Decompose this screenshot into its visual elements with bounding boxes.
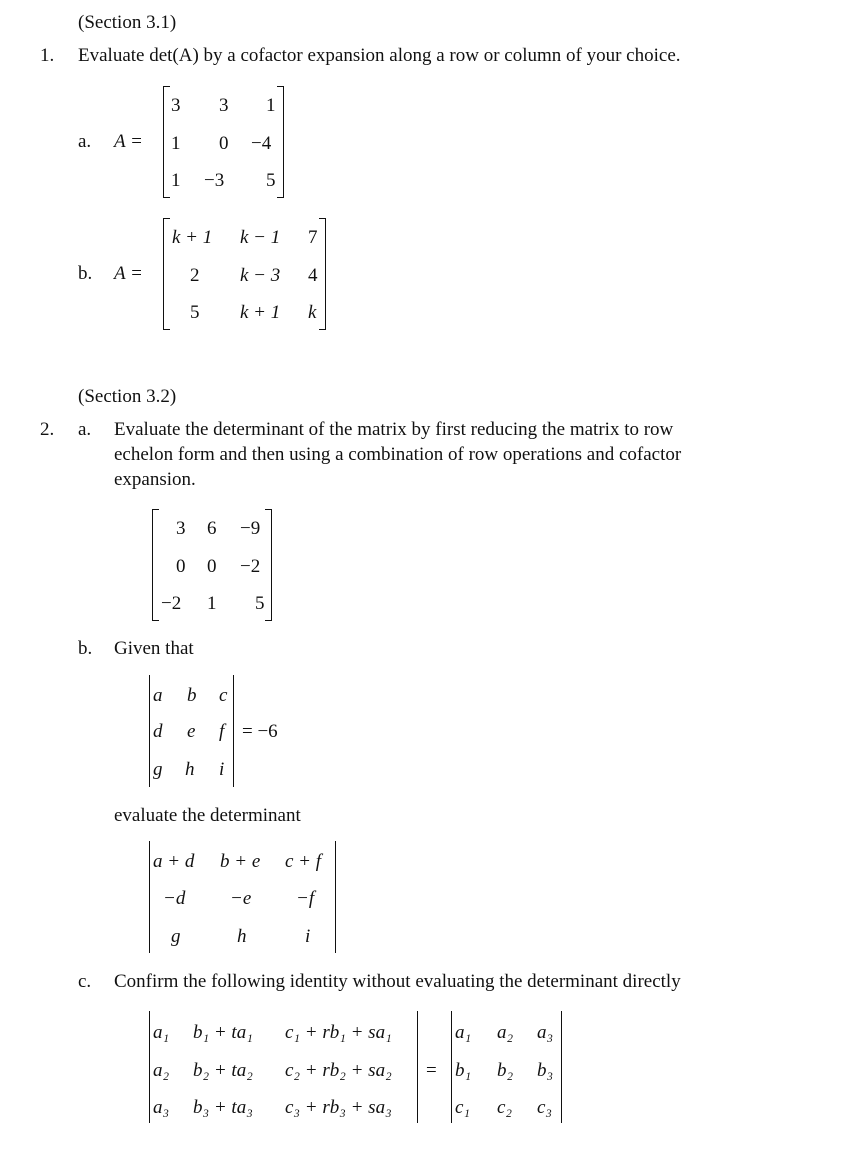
det-cell: g <box>153 759 163 780</box>
right-bracket <box>283 86 284 198</box>
matrix-cell: 5 <box>266 170 276 191</box>
matrix-cell: k <box>308 302 317 323</box>
matrix-cell: k − 1 <box>240 227 281 248</box>
identity-equals-sign: = <box>426 1060 437 1081</box>
matrix-cell: 2 <box>190 265 200 286</box>
det-cell: c₂ <box>497 1097 513 1118</box>
det-cell: c₂ + rb₂ + sa₂ <box>285 1060 392 1081</box>
det-cell: c <box>219 685 228 706</box>
matrix-cell: 1 <box>171 133 181 154</box>
matrix-cell: 6 <box>207 518 217 539</box>
matrix-cell: 5 <box>190 302 200 323</box>
det-cell: b <box>187 685 197 706</box>
det-cell: h <box>237 926 247 947</box>
det-cell: b₂ + ta₂ <box>193 1060 253 1081</box>
part-2a-text-line: echelon form and then using a combination of row operations and cofactor <box>114 444 682 465</box>
det-cell: g <box>171 926 181 947</box>
left-det-bar <box>451 1011 452 1123</box>
det-cell: c₃ <box>537 1097 553 1118</box>
matrix-cell: 4 <box>308 265 318 286</box>
given-det-value: = −6 <box>242 721 278 742</box>
matrix-cell: −3 <box>204 170 225 191</box>
part-2a-text-line: expansion. <box>114 469 196 490</box>
right-det-bar <box>561 1011 562 1123</box>
matrix-cell: −2 <box>161 593 182 614</box>
part-1b-lhs: A = <box>114 263 143 284</box>
part-2a-text-line: Evaluate the determinant of the matrix by first reducing the matrix to row <box>114 419 674 440</box>
matrix-cell: −9 <box>240 518 261 539</box>
det-cell: −f <box>296 888 315 909</box>
det-cell: f <box>219 721 225 742</box>
det-cell: b₃ + ta₃ <box>193 1097 253 1118</box>
part-1a-lhs: A = <box>114 131 143 152</box>
det-cell: b₁ <box>455 1060 472 1081</box>
part-2b-evaluate-text: evaluate the determinant <box>114 805 301 826</box>
det-cell: i <box>219 759 225 780</box>
det-cell: a₃ <box>153 1097 170 1118</box>
matrix-cell: 3 <box>176 518 186 539</box>
det-cell: c₃ + rb₃ + sa₃ <box>285 1097 392 1118</box>
matrix-cell: 1 <box>207 593 217 614</box>
left-bracket <box>163 86 164 198</box>
det-cell: b₁ + ta₁ <box>193 1022 253 1043</box>
det-cell: c + f <box>285 851 322 872</box>
left-bracket <box>163 218 164 330</box>
det-cell: −d <box>163 888 186 909</box>
matrix-cell: 1 <box>266 95 276 116</box>
det-cell: d <box>153 721 163 742</box>
det-cell: a₂ <box>497 1022 514 1043</box>
det-cell: b + e <box>220 851 261 872</box>
part-1a-label: a. <box>78 131 92 152</box>
det-cell: a + d <box>153 851 195 872</box>
det-cell: a₁ <box>455 1022 472 1043</box>
problem-1-prompt: Evaluate det(A) by a cofactor expansion along a row or column of your choice. <box>78 45 681 66</box>
det-cell: a <box>153 685 163 706</box>
left-det-bar <box>149 675 150 787</box>
part-2c-label: c. <box>78 971 92 992</box>
part-2b-label: b. <box>78 638 93 659</box>
right-det-bar <box>335 841 336 953</box>
part-2a-label: a. <box>78 419 92 440</box>
matrix-cell: 0 <box>207 556 217 577</box>
matrix-cell: 3 <box>171 95 181 116</box>
matrix-cell: k + 1 <box>172 227 213 248</box>
det-cell: −e <box>230 888 252 909</box>
det-cell: b₂ <box>497 1060 514 1081</box>
section-3-2-header: (Section 3.2) <box>78 386 177 407</box>
det-cell: a₂ <box>153 1060 170 1081</box>
matrix-cell: −4 <box>251 133 272 154</box>
matrix-cell: 1 <box>171 170 181 191</box>
right-bracket <box>271 509 272 621</box>
det-cell: c₁ + rb₁ + sa₁ <box>285 1022 392 1043</box>
part-2c-text: Confirm the following identity without evaluating the determinant directly <box>114 971 681 992</box>
matrix-cell: 7 <box>308 227 318 248</box>
det-cell: a₃ <box>537 1022 554 1043</box>
det-cell: c₁ <box>455 1097 471 1118</box>
det-cell: h <box>185 759 195 780</box>
det-cell: b₃ <box>537 1060 554 1081</box>
section-3-1-header: (Section 3.1) <box>78 12 177 33</box>
left-bracket <box>152 509 153 621</box>
det-cell: a₁ <box>153 1022 170 1043</box>
matrix-cell: 3 <box>219 95 229 116</box>
matrix-cell: 0 <box>176 556 186 577</box>
matrix-cell: 5 <box>255 593 265 614</box>
part-1b-label: b. <box>78 263 93 284</box>
matrix-cell: 0 <box>219 133 229 154</box>
matrix-cell: −2 <box>240 556 261 577</box>
problem-2-number: 2. <box>40 419 55 440</box>
left-det-bar <box>149 1011 150 1123</box>
det-cell: e <box>187 721 196 742</box>
matrix-cell: k + 1 <box>240 302 281 323</box>
problem-1-number: 1. <box>40 45 55 66</box>
right-det-bar <box>233 675 234 787</box>
matrix-cell: k − 3 <box>240 265 281 286</box>
left-det-bar <box>149 841 150 953</box>
det-cell: i <box>305 926 311 947</box>
right-bracket <box>325 218 326 330</box>
part-2b-given-text: Given that <box>114 638 194 659</box>
right-det-bar <box>417 1011 418 1123</box>
